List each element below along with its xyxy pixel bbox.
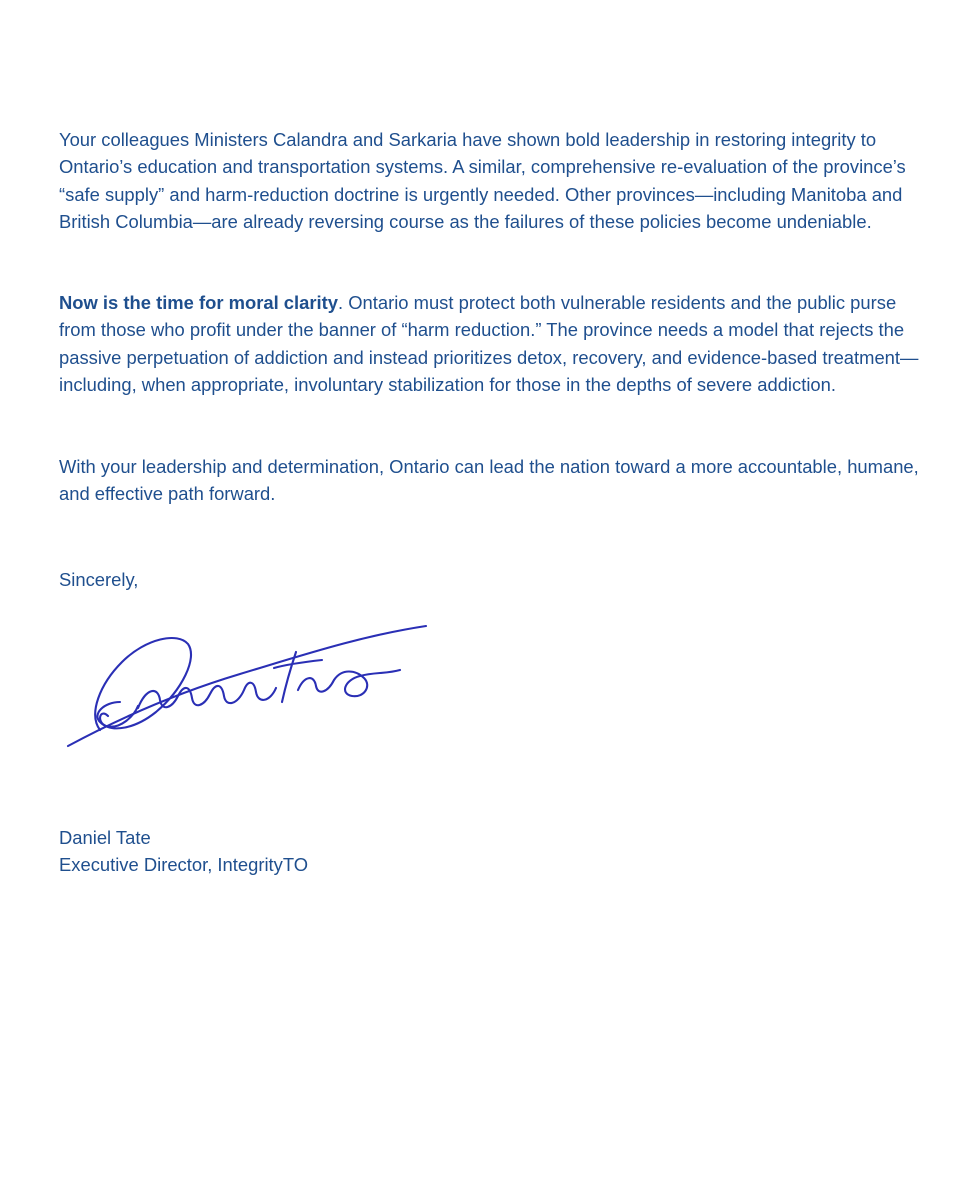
paragraph-1: Your colleagues Ministers Calandra and Sarkaria have shown bold leadership in restoring integrity to Ontario’s education and transportation systems. A similar, comprehensive re-evaluation of the province’s “safe supply” and harm-reduction doctrine is urgently needed. Other provinces—including Manitoba and British Columbia—are already reversing course as the failures of these policies become undeniable. — [59, 129, 906, 232]
signature-letter-t — [274, 652, 322, 702]
paragraph-2-text: . Ontario must protect both vulnerable residents and the public purse from those who profit under the banner of “harm reduction.” The province needs a model that rejects the passive perpetuation of addiction and instead prioritizes detox, recovery, and evidence-based treatment—including, when appropriate, involuntary stabilization for those in the depths of severe addiction. — [59, 292, 919, 395]
paragraph-2-emphasis: Now is the time for moral clarity — [59, 292, 338, 313]
signature-lowercase — [138, 683, 276, 708]
closing-salutation: Sincerely, — [59, 569, 139, 590]
signature-ending — [298, 670, 400, 696]
paragraph-3: With your leadership and determination, Ontario can lead the nation toward a more accountable, humane, and effective path forward. — [59, 456, 919, 505]
signature-lead-loop — [100, 706, 138, 727]
paragraph-2 — [59, 289, 921, 398]
signature-letter-d — [95, 638, 191, 730]
signatory-title: Executive Director, IntegrityTO — [59, 854, 309, 875]
signatory-name: Daniel Tate — [59, 827, 151, 848]
handwritten-signature-icon — [60, 618, 440, 758]
